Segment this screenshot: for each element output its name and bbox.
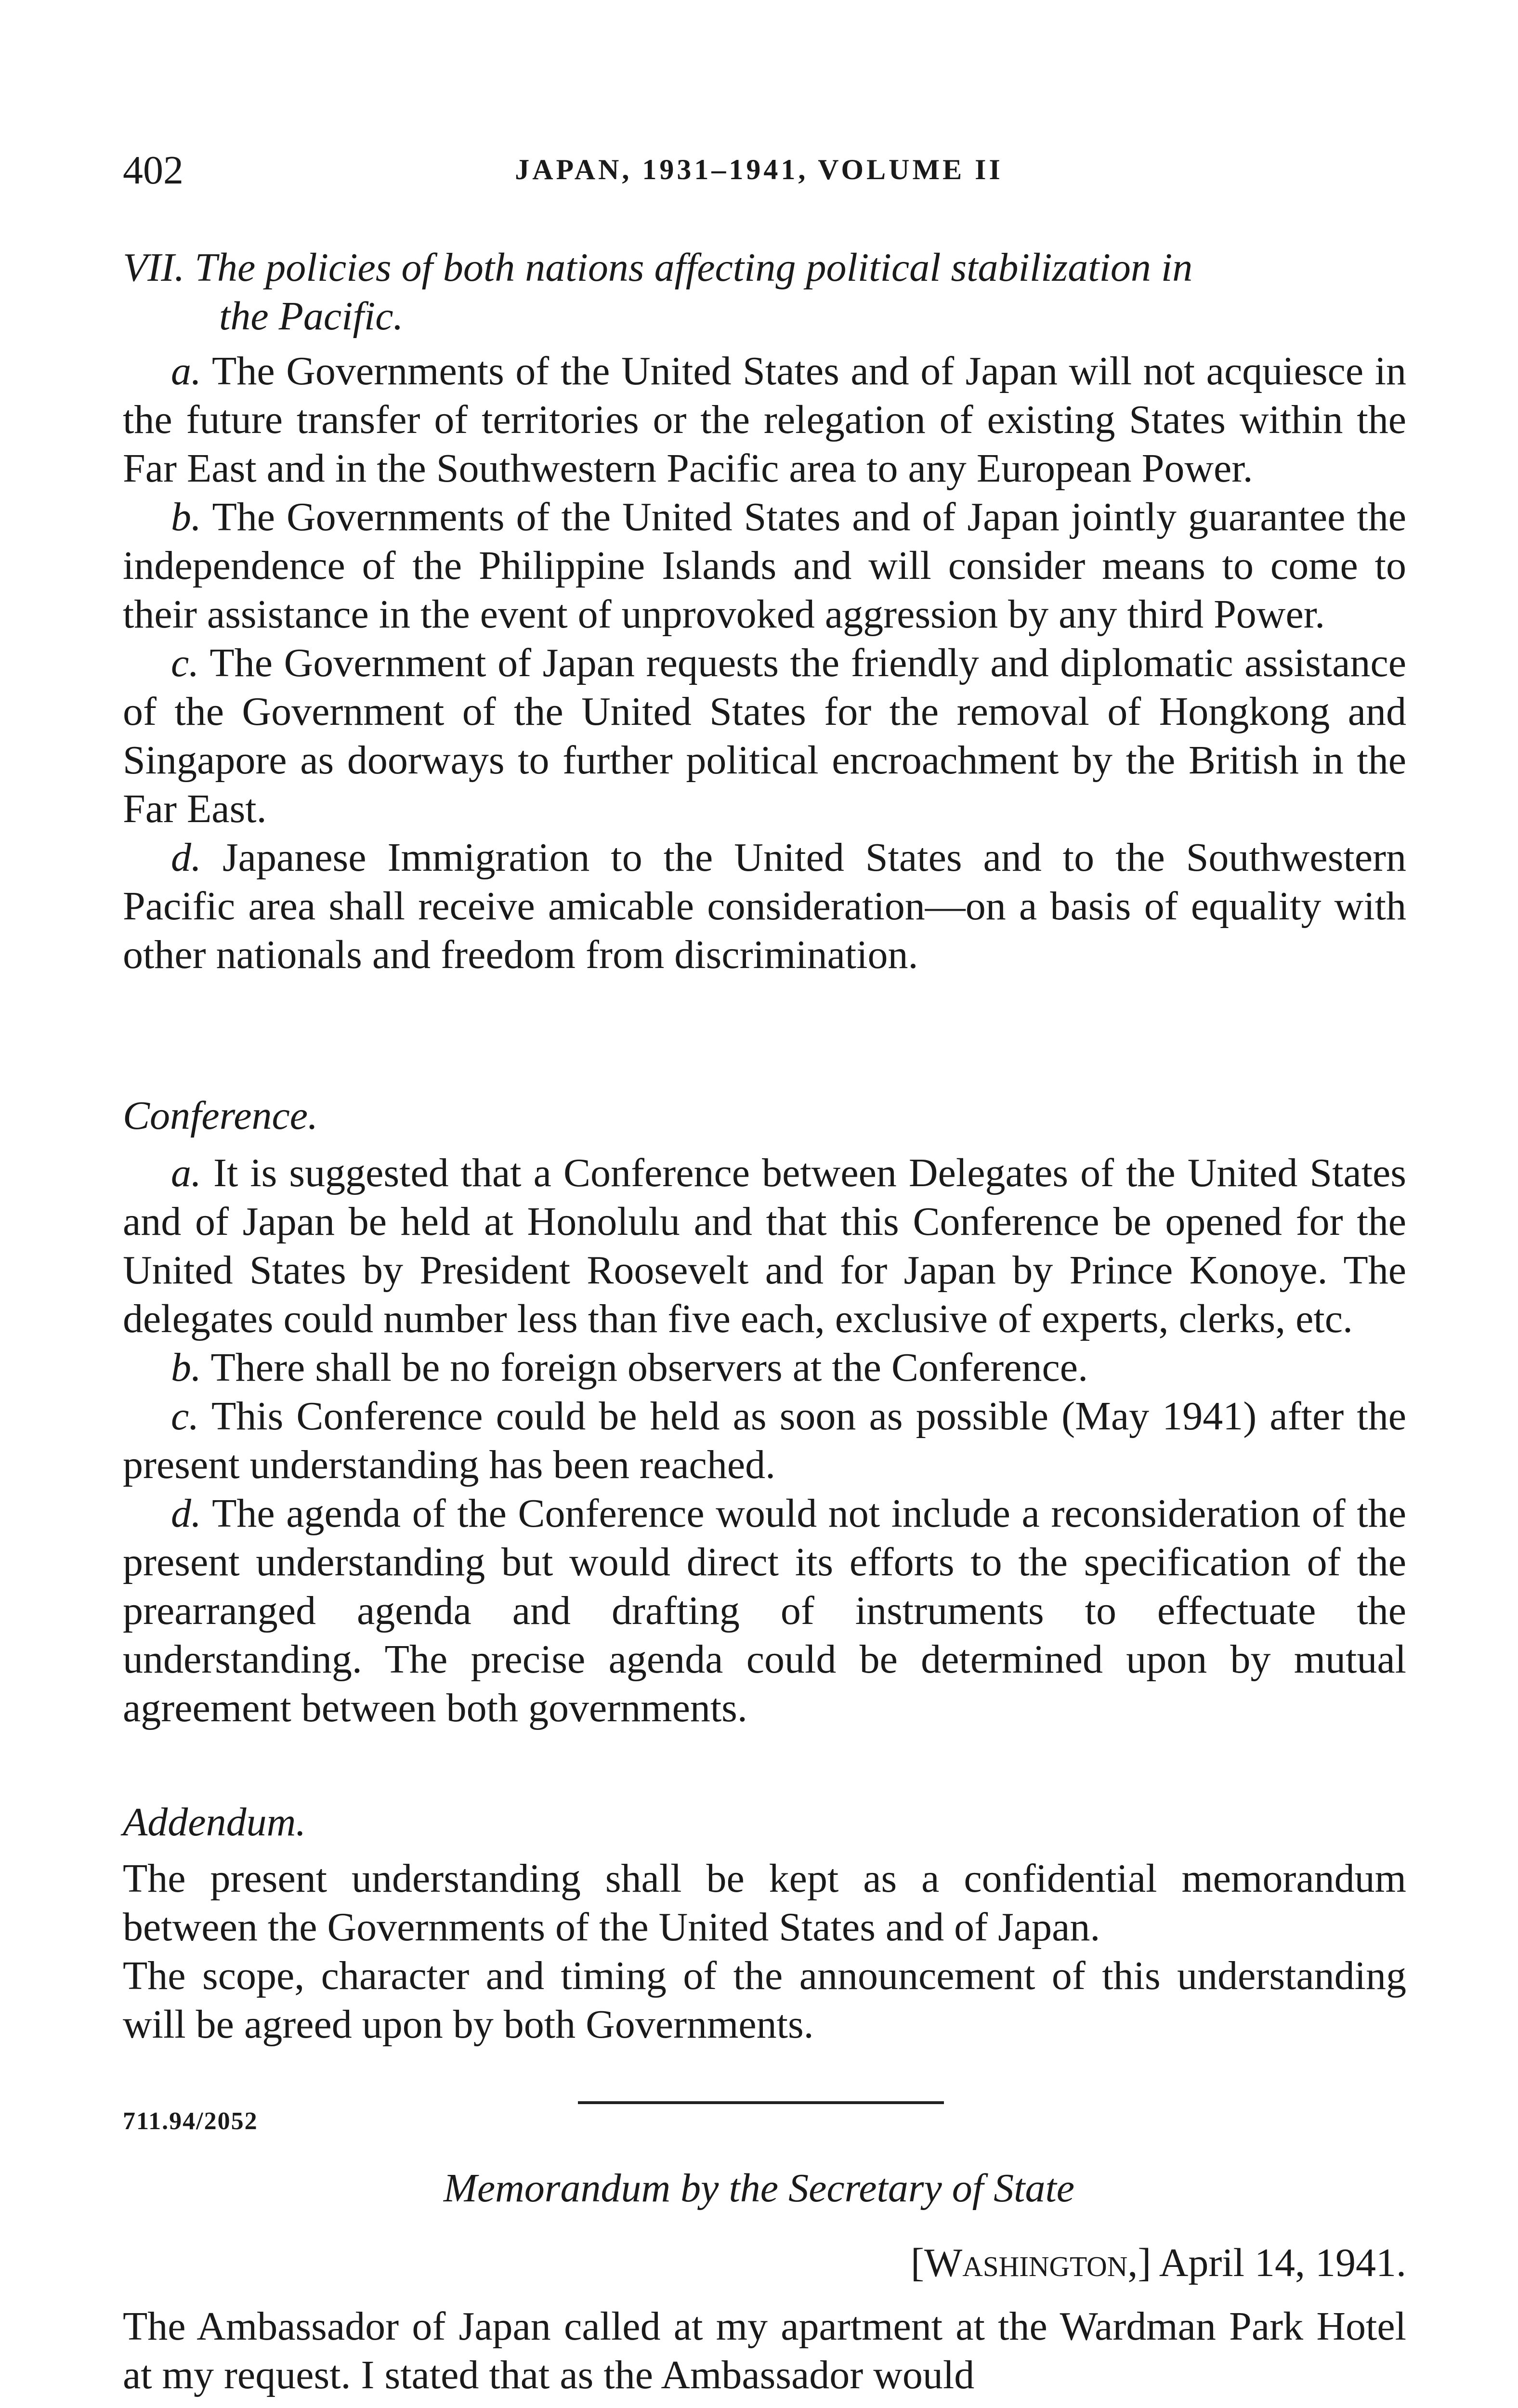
divider-rule xyxy=(578,2101,944,2104)
dateline xyxy=(911,2239,1406,2286)
section-vii-title xyxy=(123,243,1406,340)
file-number: 711.94/2052 xyxy=(123,2107,258,2135)
paragraph xyxy=(123,1343,1406,1392)
section-vii-title-line2: the Pacific. xyxy=(219,294,404,339)
paragraph-letter: c. xyxy=(171,641,199,685)
memo-body xyxy=(123,2302,1406,2399)
paragraph: The scope, character and timing of the announcement of this understanding will be agreed upon by both Governments. xyxy=(123,1953,1406,2047)
paragraph: The present understanding shall be kept as a confidential memorandum between the Governments of the United States and of Japan. xyxy=(123,1856,1406,1950)
paragraph xyxy=(123,493,1406,639)
paragraph-letter: d. xyxy=(171,835,201,880)
dateline-place: [Washington,] xyxy=(911,2240,1152,2285)
memo-title: Memorandum by the Secretary of State xyxy=(443,2166,1075,2211)
paragraph-letter: b. xyxy=(171,1345,201,1390)
paragraph xyxy=(123,1392,1406,1489)
paragraph xyxy=(123,1489,1406,1732)
addendum-title: Addendum. xyxy=(123,1800,306,1845)
memo-text: The Ambassador of Japan called at my apartment at the Wardman Park Hotel at my request. I stated that as the Ambassador would xyxy=(123,2304,1406,2397)
paragraph xyxy=(123,347,1406,493)
paragraph xyxy=(123,1149,1406,1343)
paragraph-letter: b. xyxy=(171,495,201,539)
conference-title: Conference. xyxy=(123,1093,318,1138)
running-title: JAPAN, 1931–1941, VOLUME II xyxy=(515,154,1003,185)
paragraph-text: Japanese Immigration to the United States and to the Southwestern Pacific area shall receive amicable consideration—on a basis of equality with other nationals and freedom from discrimination. xyxy=(123,835,1406,977)
paragraph-text: The Governments of the United States and of Japan jointly guarantee the independence of the Philippine Islands and will consider means to come to their assistance in the event of unprovoked aggression by any third Power. xyxy=(123,495,1407,637)
section-vii-title-line1: VII. The policies of both nations affecting political stabilization in xyxy=(123,245,1193,290)
paragraph-letter: c. xyxy=(171,1394,199,1439)
paragraph-text: The agenda of the Conference would not include a reconsideration of the present understanding but would direct its efforts to the specification of the prearranged agenda and drafting of instruments to effectuate the understanding. The precise agenda could be determined upon by mutual agreement between both governments. xyxy=(123,1491,1406,1730)
paragraph-text: It is suggested that a Conference between Delegates of the United States and of Japan be held at Honolulu and that this Conference be opened for the United States by President Roosevelt and for Japan by Prince Konoye. The delegates could number less than five each, exclusive of experts, clerks, etc. xyxy=(123,1151,1407,1341)
paragraph-text: This Conference could be held as soon as possible (May 1941) after the present understanding has been reached. xyxy=(123,1394,1406,1487)
paragraph-text: The Governments of the United States and of Japan will not acquiesce in the future transfer of territories or the relegation of existing States within the Far East and in the Southwestern Pacific area to any European Power. xyxy=(123,349,1406,491)
dateline-date: April 14, 1941. xyxy=(1159,2240,1406,2285)
paragraph-letter: d. xyxy=(171,1491,201,1536)
addendum-paragraphs xyxy=(123,1854,1406,2049)
paragraph xyxy=(123,833,1406,979)
paragraph-letter: a. xyxy=(171,1151,201,1195)
paragraph xyxy=(123,639,1406,833)
paragraph-text: There shall be no foreign observers at the Conference. xyxy=(210,1345,1088,1390)
conference-paragraphs xyxy=(123,1149,1406,1732)
section-vii-paragraphs xyxy=(123,347,1406,979)
paragraph-text: The Government of Japan requests the friendly and diplomatic assistance of the Government of the United States for the removal of Hongkong and Singapore as doorways to further political encroachment by the British in the Far East. xyxy=(123,641,1406,831)
paragraph-letter: a. xyxy=(171,349,201,393)
page-number: 402 xyxy=(123,148,183,193)
